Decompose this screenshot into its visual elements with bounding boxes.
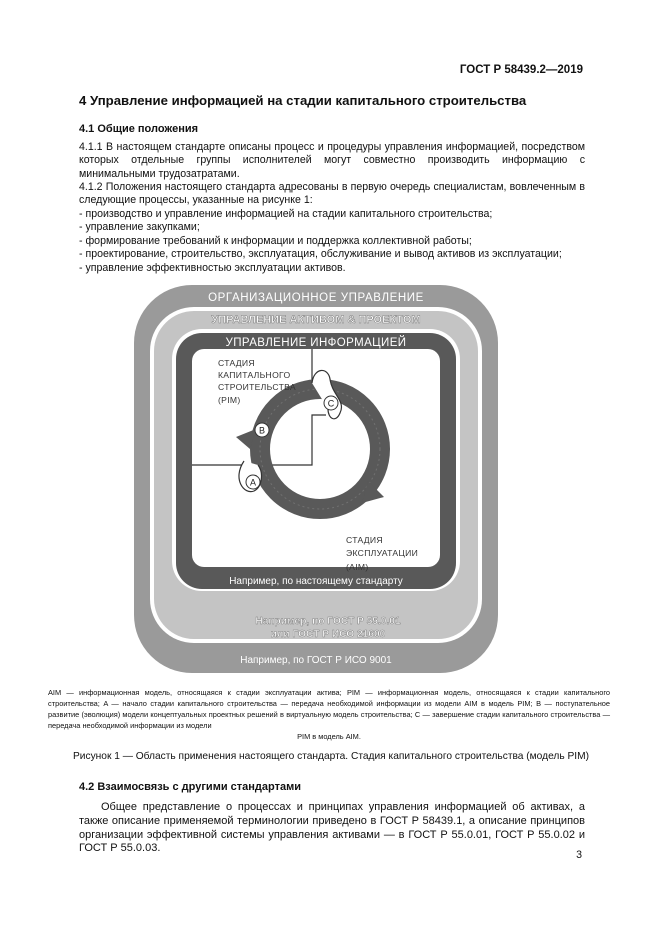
list-item: - проектирование, строительство, эксплуатация, обслуживание и вывод активов из эксплуатации; (79, 248, 562, 261)
paragraph-4-2: Общее представление о процессах и принципах управления информацией об активах, а также описание применяемой терминологии приведено в ГОСТ Р 58439.1, а описание принципов организации эффективной системы управления активами — в ГОСТ Р 55.0.01, ГОСТ Р 55.0.02 и ГОСТ Р 55.0.03. (79, 801, 585, 855)
paragraph-4-1-1-text: 4.1.1 В настоящем стандарте описаны процесс и процедуры управления информацией, посредством которых отдельные группы исполнителей могут совместно производить информацию с минимальными трудозатратами. (79, 141, 585, 180)
process-list (79, 208, 562, 275)
pim-line-1: СТАДИЯ (218, 358, 255, 368)
list-item: - формирование требований к информации и поддержка коллективной работы; (79, 234, 472, 247)
example-gost-55-line-1: Например, по ГОСТ Р 55.0.01 (255, 616, 401, 627)
figure-caption: Рисунок 1 — Область применения настоящего стандарта. Стадия капитального строительства (модель PIM) (72, 751, 589, 762)
pim-line-2: КАПИТАЛЬНОГО (218, 370, 291, 380)
list-item: - управление эффективностью эксплуатации активов. (79, 261, 346, 274)
example-gost-55-line-2: или ГОСТ Р ИСО 21600 (270, 629, 386, 640)
subsection-4-1-title: 4.1 Общие положения (79, 123, 199, 135)
document-id-header: ГОСТ Р 58439.2—2019 (459, 64, 583, 76)
pim-line-4: (PIM) (218, 395, 241, 405)
list-item: - управление закупками; (79, 221, 200, 234)
information-management-label: УПРАВЛЕНИЕ ИНФОРМАЦИЕЙ (225, 337, 407, 349)
page-number: 3 (576, 849, 582, 861)
paragraph-4-1-1 (79, 141, 585, 181)
scope-diagram (132, 283, 500, 675)
marker-a-label: A (249, 477, 257, 488)
asset-project-management-label: УПРАВЛЕНИЕ АКТИВОМ & ПРОЕКТОМ (211, 314, 421, 326)
section-4-title: 4 Управление информацией на стадии капитального строительства (79, 93, 527, 108)
legend-last-line: PIM в модель AIM. (297, 732, 361, 741)
aim-line-2: ЭКСПЛУАТАЦИИ (346, 548, 419, 558)
figure-legend (48, 687, 610, 742)
aim-line-1: СТАДИЯ (346, 535, 383, 545)
marker-b-label: B (258, 425, 266, 436)
subsection-4-2-title: 4.2 Взаимосвязь с другими стандартами (79, 781, 301, 793)
aim-line-3: (AIM) (346, 562, 369, 572)
pim-line-3: СТРОИТЕЛЬСТВА (218, 382, 296, 392)
list-item: - производство и управление информацией на стадии капитального строительства; (79, 208, 493, 220)
paragraph-4-1-2-text: 4.1.2 Положения настоящего стандарта адресованы в первую очередь специалистам, вовлеченным в следующие процессы, указанные на рисунке 1: (79, 181, 585, 207)
example-this-standard: Например, по настоящему стандарту (229, 576, 403, 587)
paragraph-4-1-2 (79, 181, 585, 208)
organizational-management-label: ОРГАНИЗАЦИОННОЕ УПРАВЛЕНИЕ (208, 292, 424, 304)
marker-c-label: C (327, 398, 335, 409)
example-iso-9001: Например, по ГОСТ Р ИСО 9001 (240, 655, 392, 666)
legend-text: AIM — информационная модель, относящаяся к стадии эксплуатации актива; PIM — информационная модель, относящаяся к стадии капитального строительства; A — начало стадии капитального строительства — передача необходимой информации из модели AIM в модель PIM; B — поступательное развитие (эволюция) модели концептуальных проектных решений в виртуальную модель строительства; C — завершение стадии капитального строительства — передача необходимой информации из модели (48, 688, 610, 730)
